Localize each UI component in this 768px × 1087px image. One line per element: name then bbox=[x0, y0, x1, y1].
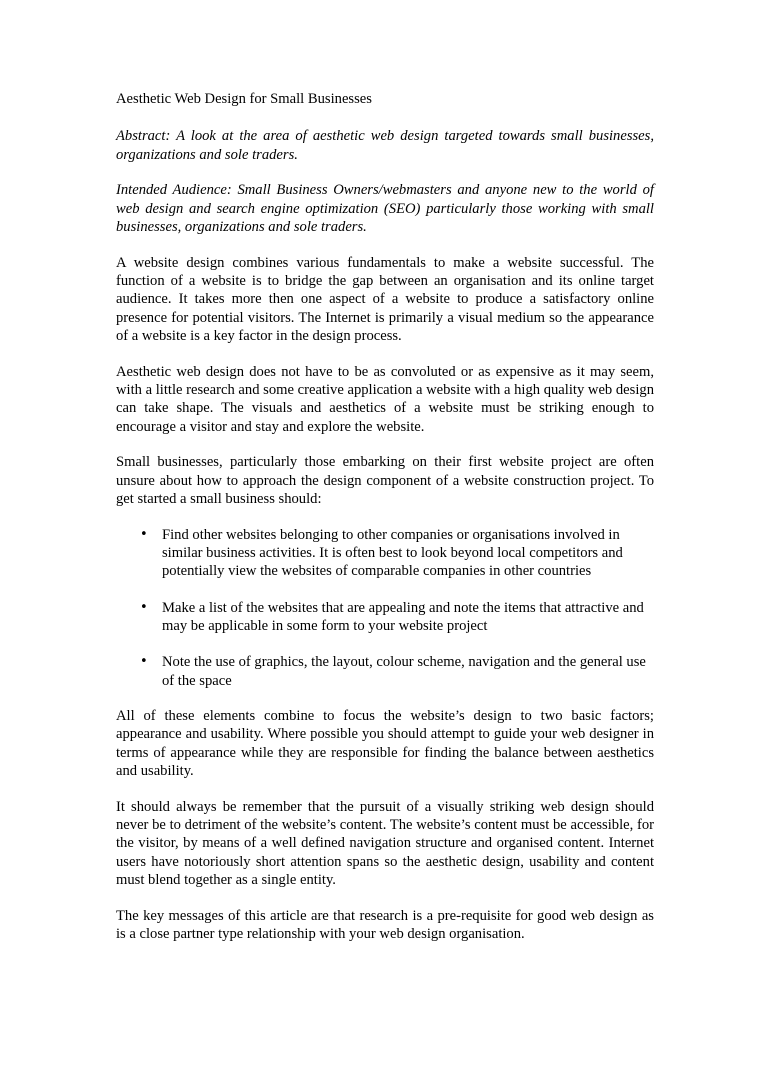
body-paragraph-3: Small businesses, particularly those embarking on their first website project are often unsure about how to approach the design component of a website construction project. To get started a small business should: bbox=[116, 454, 654, 508]
abstract-paragraph: Abstract: A look at the area of aesthetic web design targeted towards small businesses, organizations and sole traders. bbox=[116, 128, 654, 163]
list-item-text: Note the use of graphics, the layout, colour scheme, navigation and the general use of the space bbox=[162, 654, 646, 689]
bullet-icon: • bbox=[140, 526, 148, 542]
closing-paragraph-3: The key messages of this article are that research is a pre-requisite for good web design as is a close partner type relationship with your web design organisation. bbox=[116, 907, 654, 942]
bullet-icon: • bbox=[140, 654, 148, 670]
list-item-text: Find other websites belonging to other companies or organisations involved in similar business activities. It is often best to look beyond local competitors and potentially view the websites of comparable companies in other countries bbox=[162, 526, 623, 580]
list-item bbox=[116, 653, 654, 690]
list-item-text: Make a list of the websites that are appealing and note the items that attractive and may be applicable in some form to your website project bbox=[162, 599, 644, 635]
body-paragraph-2: Aesthetic web design does not have to be as convoluted or as expensive as it may seem, with a little research and some creative application a website with a high quality web design can take shape. The visuals and aesthetics of a website must be striking enough to encourage a visitor and stay and explore the website. bbox=[116, 363, 654, 435]
list-item bbox=[116, 526, 654, 581]
document-title: Aesthetic Web Design for Small Businesses bbox=[116, 91, 372, 107]
bullet-list bbox=[116, 526, 654, 690]
list-item bbox=[116, 599, 654, 636]
audience-paragraph: Intended Audience: Small Business Owners/webmasters and anyone new to the world of web design and search engine optimization (SEO) particularly those working with small businesses, organizations and sole traders. bbox=[116, 182, 654, 235]
body-paragraph-1: A website design combines various fundamentals to make a website successful. The function of a website is to bridge the gap between an organisation and its online target audience. It takes more then one aspect of a website to produce a satisfactory online presence for potential visitors. The Internet is primarily a visual medium so the appearance of a website is a key factor in the design process. bbox=[116, 254, 654, 344]
bullet-icon: • bbox=[140, 599, 148, 615]
closing-paragraph-2: It should always be remember that the pursuit of a visually striking web design should never be to detriment of the website’s content. The website’s content must be accessible, for the visitor, by means of a well defined navigation structure and organised content. Internet users have notoriously short attention spans so the aesthetic design, usability and content must blend together as a single entity. bbox=[116, 798, 654, 888]
closing-paragraph-1: All of these elements combine to focus the website’s design to two basic factors; appearance and usability. Where possible you should attempt to guide your web designer in terms of appearance while they are responsible for finding the balance between aesthetics and usability. bbox=[116, 707, 654, 779]
